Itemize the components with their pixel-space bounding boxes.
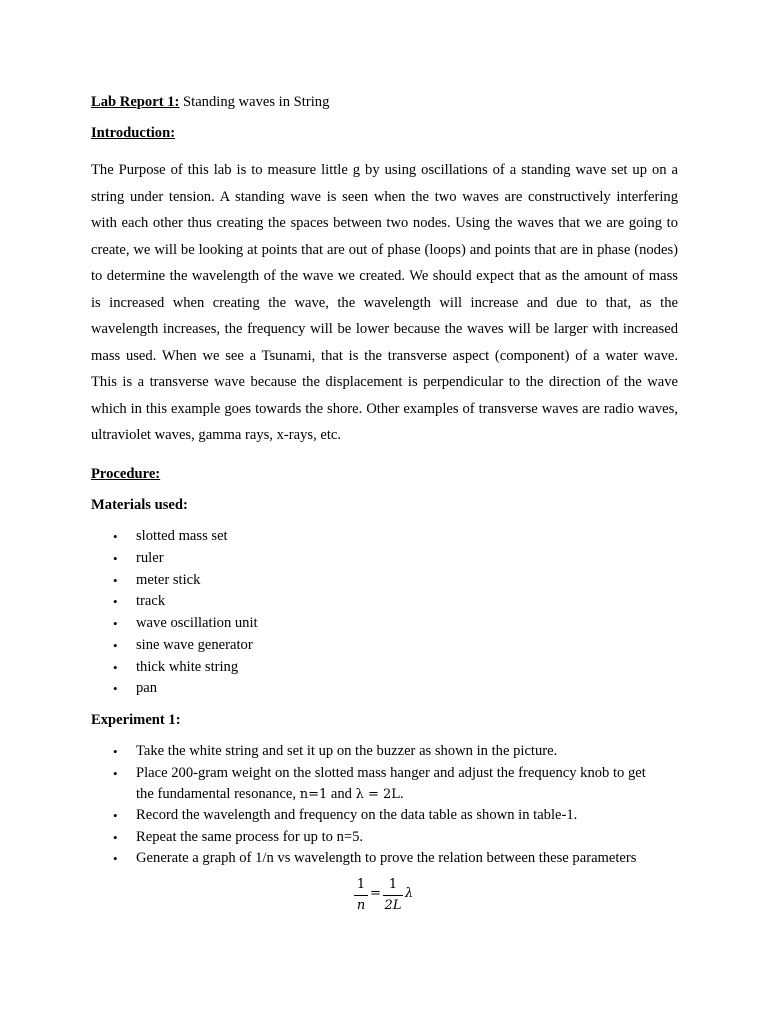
bullet-icon: • xyxy=(113,638,118,653)
intro-line: which in this example goes towards the shore. Other examples of transverse waves are radio waves, xyxy=(91,401,678,417)
step-item: Generate a graph of 1/n vs wavelength to prove the relation between these parameters xyxy=(136,850,637,866)
list-item: meter stick xyxy=(136,572,201,588)
intro-line: create, we will be looking at points that are out of phase (loops) and points that are in phase (nodes) xyxy=(91,242,678,258)
intro-line: wavelength increases, the frequency will be lower because the waves will be larger with increased xyxy=(91,321,678,337)
fraction-bar xyxy=(383,895,403,896)
bullet-icon: • xyxy=(113,616,118,631)
math-lambda-eq: λ = 2L xyxy=(355,787,400,802)
report-title-label: Lab Report 1: xyxy=(91,94,180,110)
step-item: Take the white string and set it up on the buzzer as shown in the picture. xyxy=(136,743,558,759)
list-item: thick white string xyxy=(136,659,239,675)
intro-line: to determine the wavelength of the wave we created. We should expect that as the amount of mass xyxy=(91,268,678,284)
intro-line: mass used. When we see a Tsunami, that is the transverse aspect (component) of a water wave. xyxy=(91,348,678,364)
introduction-heading: Introduction: xyxy=(91,125,176,141)
fraction-bar xyxy=(354,895,368,896)
bullet-icon: • xyxy=(113,681,118,696)
list-item: slotted mass set xyxy=(136,528,228,544)
step-item: Record the wavelength and frequency on the data table as shown in table-1. xyxy=(136,807,578,823)
fraction-rhs xyxy=(383,876,403,915)
report-title-text: Standing waves in String xyxy=(179,94,330,110)
report-title xyxy=(91,94,329,111)
bullet-icon: • xyxy=(113,660,118,675)
list-item: track xyxy=(136,593,166,609)
bullet-icon: • xyxy=(113,744,118,759)
bullet-icon: • xyxy=(113,808,118,823)
list-item: wave oscillation unit xyxy=(136,615,258,631)
bullet-icon: • xyxy=(113,573,118,588)
fraction-lhs xyxy=(354,876,368,915)
intro-line: The Purpose of this lab is to measure little g by using oscillations of a standing wave set up on a xyxy=(91,162,678,178)
bullet-icon: • xyxy=(113,766,118,781)
list-item: ruler xyxy=(136,550,164,566)
equation xyxy=(354,876,434,926)
step-item: Place 200-gram weight on the slotted mass hanger and adjust the frequency knob to get xyxy=(136,765,646,781)
rhs-numerator: 1 xyxy=(388,877,398,892)
lambda-symbol: λ xyxy=(405,886,414,901)
equals-sign: = xyxy=(370,886,381,901)
bullet-icon: • xyxy=(113,851,118,866)
intro-line: This is a transverse wave because the displacement is perpendicular to the direction of the wave xyxy=(91,374,678,390)
materials-heading: Materials used: xyxy=(91,497,188,513)
step-text: . xyxy=(399,786,404,802)
intro-line: is increased when creating the wave, the wavelength will increase and due to that, as the xyxy=(91,295,678,311)
bullet-icon: • xyxy=(113,594,118,609)
rhs-denominator: 2L xyxy=(384,898,402,913)
intro-line: string under tension. A standing wave is seen when the two waves are constructively interfering xyxy=(91,189,678,205)
step-item: Repeat the same process for up to n=5. xyxy=(136,829,364,845)
bullet-icon: • xyxy=(113,830,118,845)
math-n: n=1 xyxy=(299,787,328,802)
step-text: and xyxy=(327,786,356,802)
procedure-heading: Procedure: xyxy=(91,466,161,482)
step-item-continuation xyxy=(136,786,404,803)
lhs-numerator: 1 xyxy=(356,877,366,892)
list-item: sine wave generator xyxy=(136,637,253,653)
intro-line: with each other thus creating the spaces between two nodes. Using the waves that we are going to xyxy=(91,215,678,231)
bullet-icon: • xyxy=(113,551,118,566)
intro-line: ultraviolet waves, gamma rays, x-rays, etc. xyxy=(91,427,342,443)
experiment1-heading: Experiment 1: xyxy=(91,712,181,728)
list-item: pan xyxy=(136,680,158,696)
lhs-denominator: n xyxy=(356,898,366,913)
step-text: the fundamental resonance, xyxy=(136,786,300,802)
bullet-icon: • xyxy=(113,529,118,544)
